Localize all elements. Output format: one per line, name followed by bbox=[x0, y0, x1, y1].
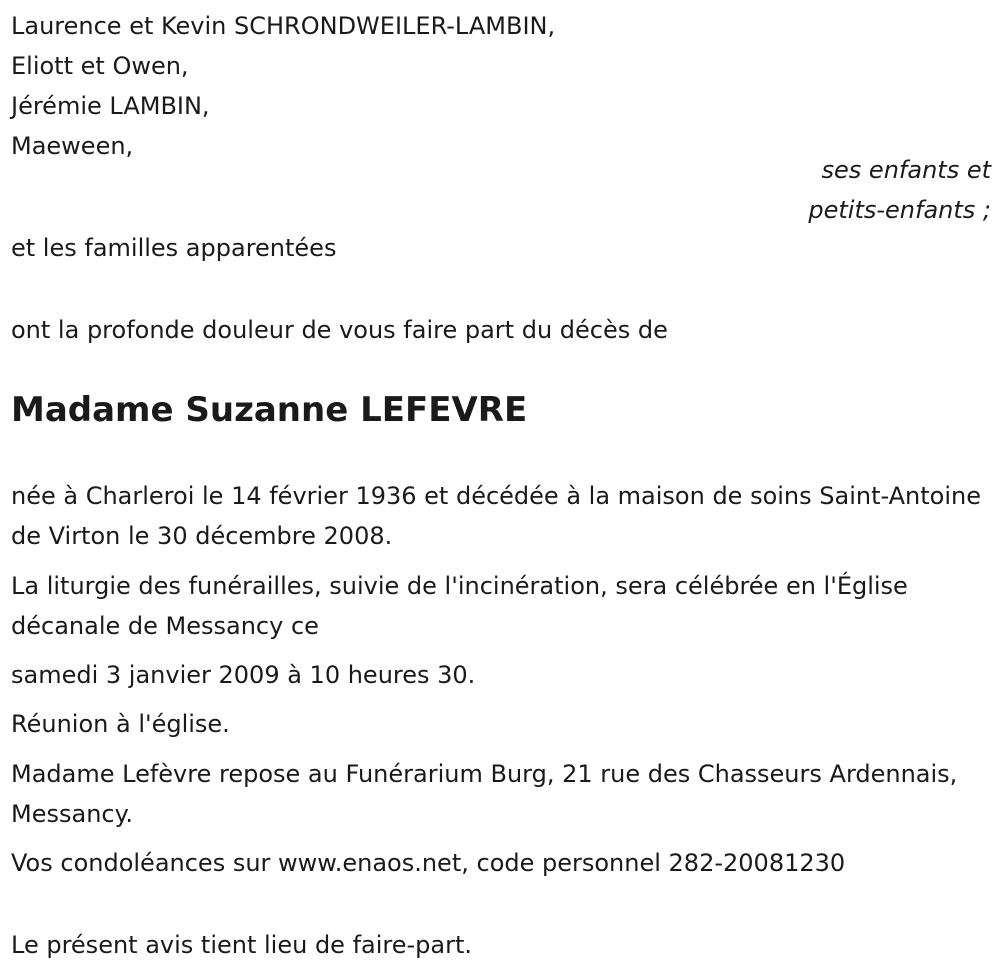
closing-text: Le présent avis tient lieu de faire-part. bbox=[11, 931, 473, 959]
family-line-grandchildren-2: Maeween, bbox=[11, 132, 134, 160]
relation-line-1: ses enfants et bbox=[821, 156, 991, 184]
family-line-children-1: Laurence et Kevin SCHRONDWEILER-LAMBIN, bbox=[11, 12, 556, 40]
liturgy-text: La liturgie des funérailles, suivie de l'incinération, sera célébrée en l'Église décanale de Messancy ce bbox=[11, 572, 908, 640]
meeting-text: Réunion à l'église. bbox=[11, 710, 230, 738]
deceased-name: Madame Suzanne LEFEVRE bbox=[11, 390, 528, 430]
family-line-children-2: Jérémie LAMBIN, bbox=[11, 92, 210, 120]
relation-line-2: petits-enfants ; bbox=[808, 196, 991, 224]
obituary-notice bbox=[11, 0, 991, 979]
family-relation bbox=[808, 150, 991, 230]
repose-text: Madame Lefèvre repose au Funérarium Burg, 21 rue des Chasseurs Ardennais, Messancy. bbox=[11, 760, 958, 828]
extended-family: et les familles apparentées bbox=[11, 234, 337, 262]
family-list bbox=[11, 6, 555, 166]
birth-death-text: née à Charleroi le 14 février 1936 et décédée à la maison de soins Saint-Antoine de Virton le 30 décembre 2008. bbox=[11, 482, 981, 550]
condolences-text: Vos condoléances sur www.enaos.net, code personnel 282-20081230 bbox=[11, 849, 846, 877]
ceremony-date: samedi 3 janvier 2009 à 10 heures 30. bbox=[11, 661, 476, 689]
announcement-text: ont la profonde douleur de vous faire part du décès de bbox=[11, 316, 668, 344]
family-line-grandchildren-1: Eliott et Owen, bbox=[11, 52, 189, 80]
